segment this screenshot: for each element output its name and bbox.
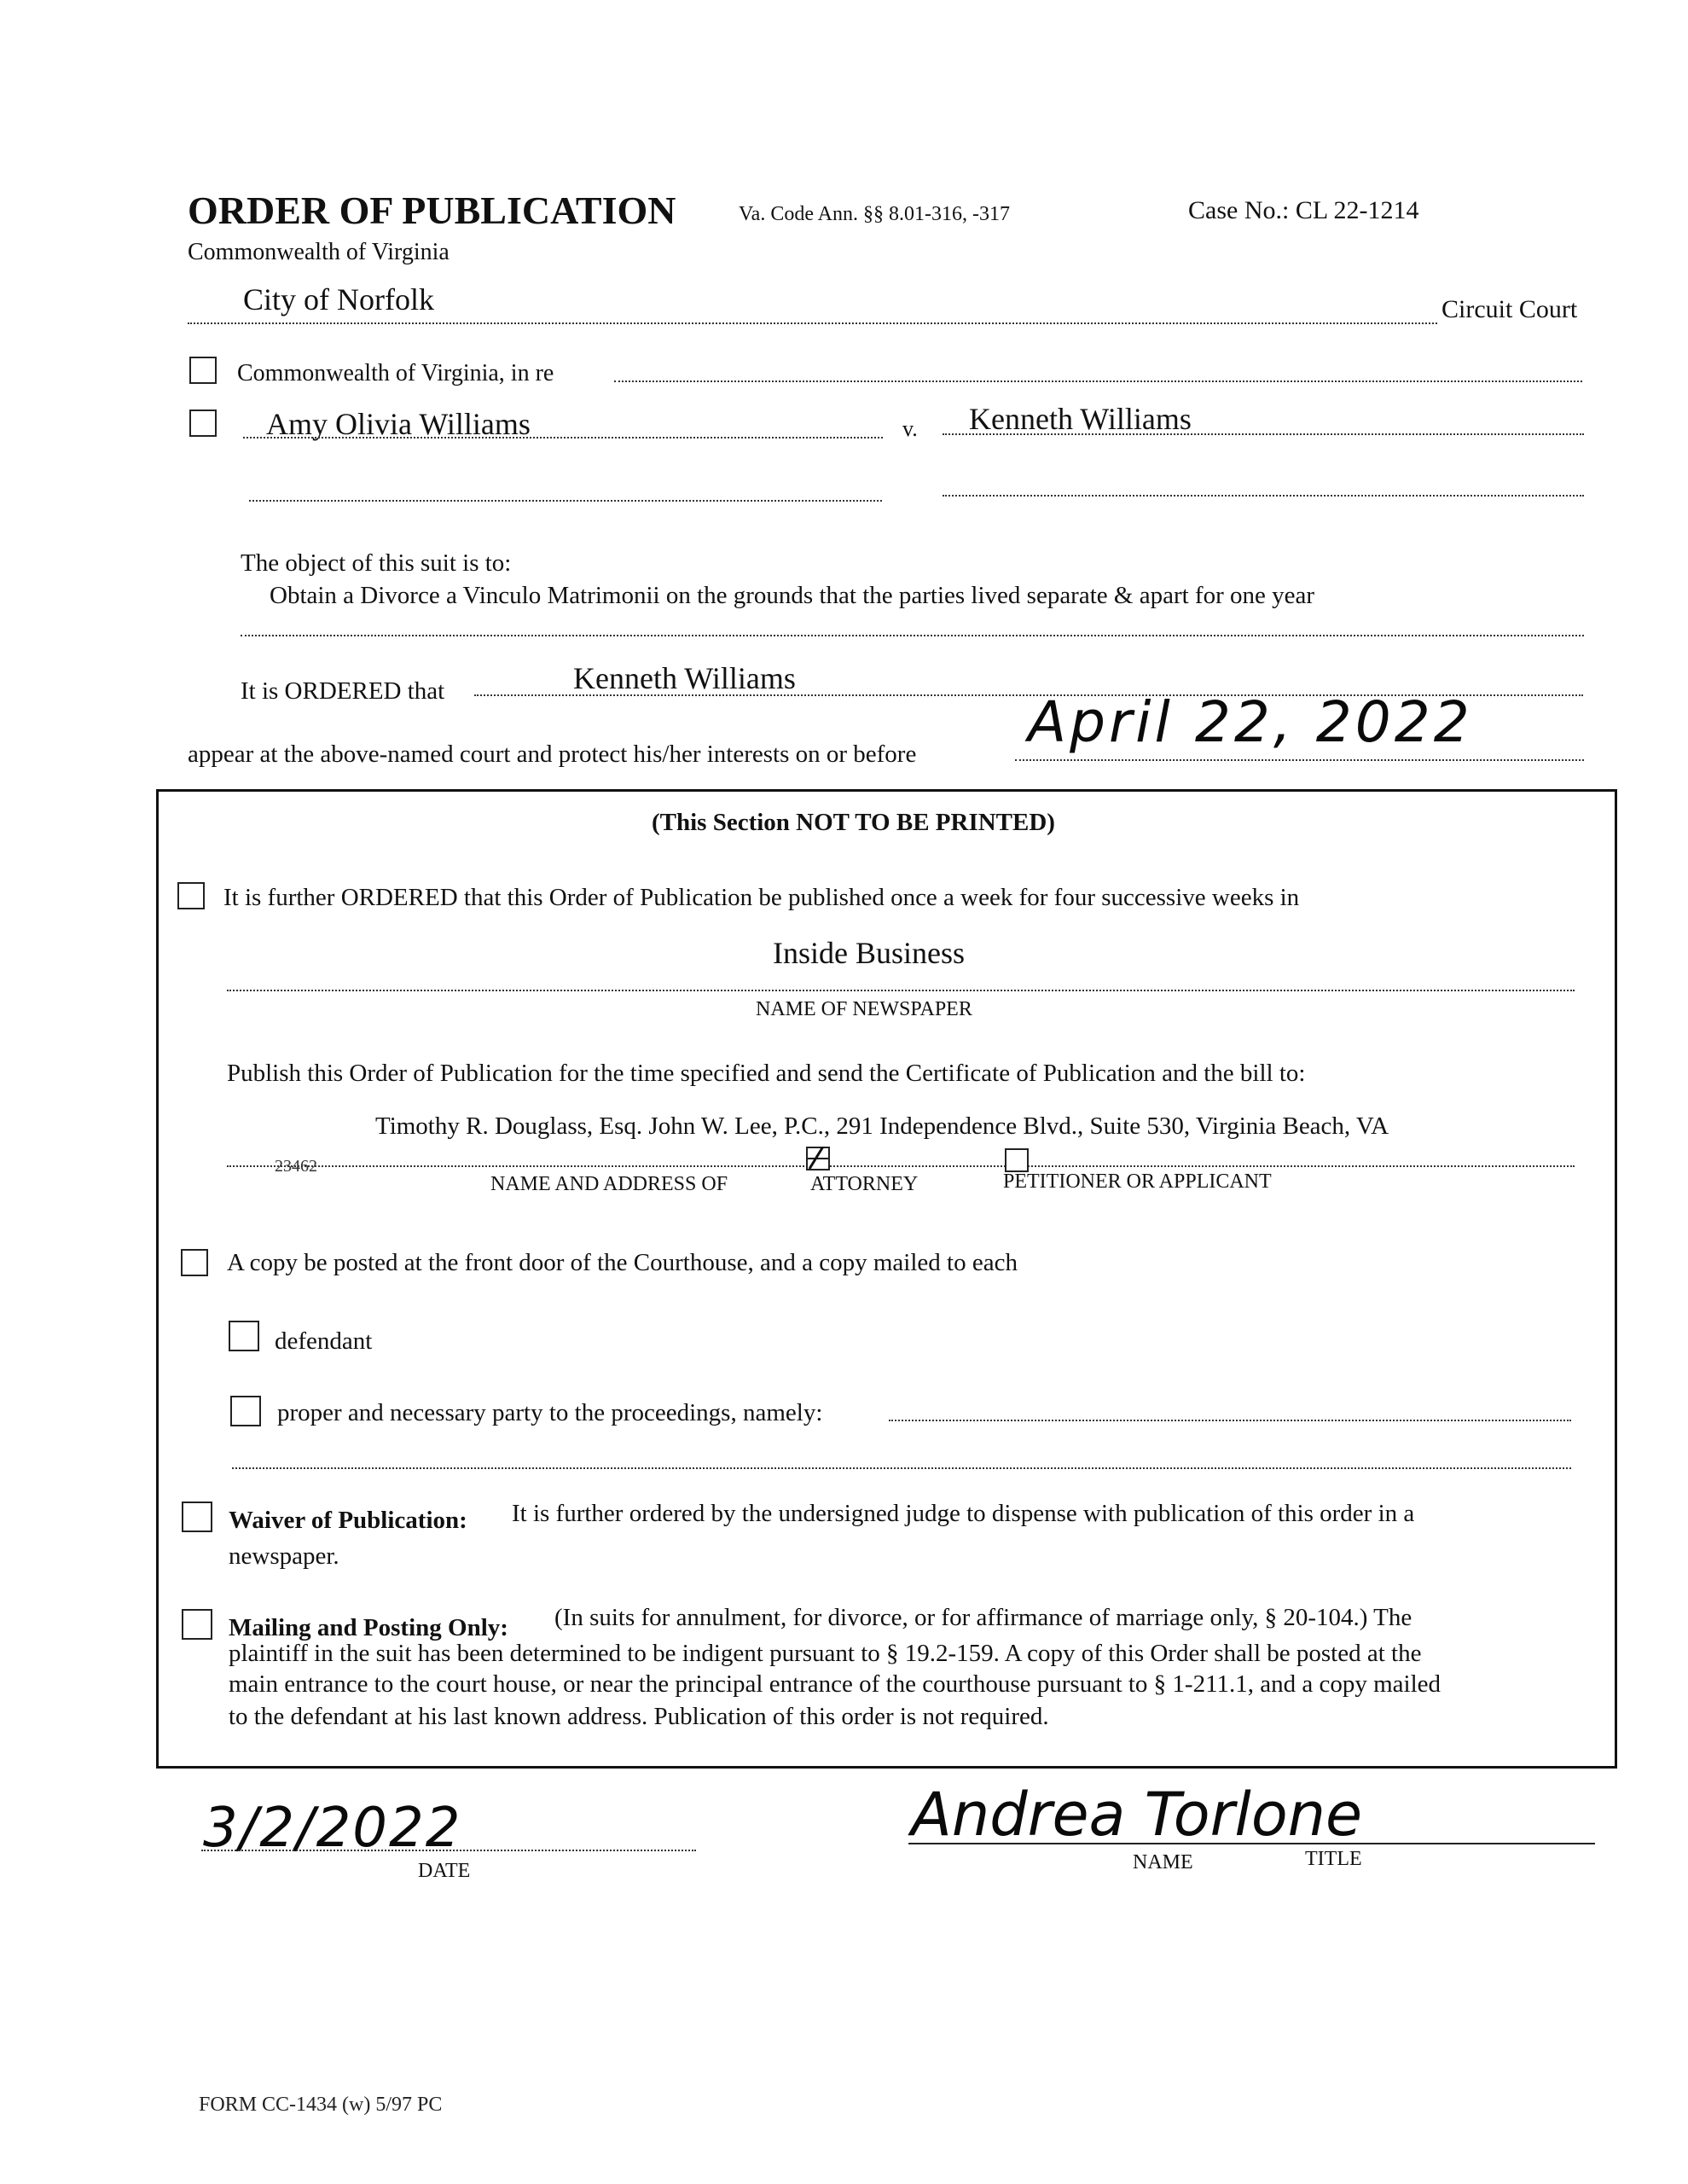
party-line-2 xyxy=(232,1467,1571,1469)
caption-name-address: NAME AND ADDRESS OF xyxy=(490,1173,728,1195)
date-value: 3/2/2022 xyxy=(203,1797,462,1860)
mailing-text-3: main entrance to the court house, or near the principal entrance of the courthouse pursuant to § 1-211.1, and a copy mailed xyxy=(229,1670,1441,1698)
mailing-text-4: to the defendant at his last known address. Publication of this order is not required. xyxy=(229,1703,1049,1730)
posting-text: A copy be posted at the front door of the Courthouse, and a copy mailed to each xyxy=(227,1249,1018,1276)
defendant-line-2 xyxy=(943,495,1584,497)
in-re-line xyxy=(614,380,1582,382)
party-label: proper and necessary party to the proceedings, namely: xyxy=(277,1399,823,1426)
appear-text: appear at the above-named court and protect his/her interests on or before xyxy=(188,741,917,768)
petitioner-checkbox[interactable] xyxy=(1005,1148,1029,1172)
case-number: Case No.: CL 22-1214 xyxy=(1188,196,1419,224)
plaintiff-line xyxy=(243,437,883,439)
form-id: FORM CC-1434 (w) 5/97 PC xyxy=(199,2094,443,2116)
signature: Andrea Torlone xyxy=(911,1780,1363,1850)
document-title: ORDER OF PUBLICATION xyxy=(188,189,676,232)
defendant-label: defendant xyxy=(275,1327,373,1355)
date-caption: DATE xyxy=(418,1860,471,1882)
jurisdiction: Commonwealth of Virginia xyxy=(188,239,450,265)
waiver-text-1: It is further ordered by the undersigned judge to dispense with publication of this order in a xyxy=(512,1500,1415,1527)
attorney-zip: 23462 xyxy=(275,1157,317,1176)
section-heading: (This Section NOT TO BE PRINTED) xyxy=(652,809,1055,836)
newspaper-caption: NAME OF NEWSPAPER xyxy=(756,998,972,1020)
publish-checkbox[interactable] xyxy=(177,882,205,909)
certificate-text: Publish this Order of Publication for the time specified and send the Certificate of Publication and the bill to: xyxy=(227,1060,1306,1087)
caption-attorney: ATTORNEY xyxy=(810,1173,919,1195)
defendant-checkbox[interactable] xyxy=(229,1321,259,1351)
newspaper-line xyxy=(227,990,1575,991)
mailing-title: Mailing and Posting Only: xyxy=(229,1614,508,1641)
in-re-checkbox[interactable] xyxy=(189,357,217,384)
newspaper-name: Inside Business xyxy=(773,936,965,970)
parties-checkbox[interactable] xyxy=(189,410,217,437)
waiver-checkbox[interactable] xyxy=(182,1502,212,1532)
mailing-checkbox[interactable] xyxy=(182,1609,212,1640)
court-locality: City of Norfolk xyxy=(243,282,434,317)
object-text: Obtain a Divorce a Vinculo Matrimonii on the grounds that the parties lived separate & apart for one year xyxy=(270,582,1314,609)
court-locality-line xyxy=(188,322,1437,324)
name-caption: NAME xyxy=(1133,1851,1193,1873)
attorney-line xyxy=(227,1165,1575,1167)
versus-label: v. xyxy=(902,416,918,441)
defendant-name: Kenneth Williams xyxy=(969,402,1192,436)
plaintiff-name: Amy Olivia Williams xyxy=(266,407,531,441)
mailing-text-1: (In suits for annulment, for divorce, or for affirmance of marriage only, § 20-104.) The xyxy=(554,1604,1412,1631)
party-line xyxy=(889,1420,1571,1421)
attorney-address: Timothy R. Douglass, Esq. John W. Lee, P.C., 291 Independence Blvd., Suite 530, Virginia Beach, VA xyxy=(375,1112,1389,1140)
ordered-label: It is ORDERED that xyxy=(241,677,445,705)
court-type: Circuit Court xyxy=(1441,295,1578,323)
publish-text: It is further ORDERED that this Order of Publication be published once a week for four successive weeks in xyxy=(223,884,1300,911)
waiver-title: Waiver of Publication: xyxy=(229,1507,467,1534)
appear-date-line xyxy=(1015,759,1584,761)
in-re-label: Commonwealth of Virginia, in re xyxy=(237,360,554,386)
waiver-text-2: newspaper. xyxy=(229,1542,339,1570)
date-line xyxy=(201,1850,696,1851)
defendant-line xyxy=(943,433,1584,435)
ordered-party: Kenneth Williams xyxy=(573,661,796,695)
object-line xyxy=(241,635,1584,636)
signature-line xyxy=(908,1843,1595,1844)
appear-date: April 22, 2022 xyxy=(1028,689,1473,755)
title-caption: TITLE xyxy=(1305,1848,1362,1870)
object-label: The object of this suit is to: xyxy=(241,549,512,577)
code-reference: Va. Code Ann. §§ 8.01-316, -317 xyxy=(739,203,1010,225)
posting-checkbox[interactable] xyxy=(181,1249,208,1276)
check-mark-icon xyxy=(806,1147,830,1170)
attorney-checkbox-checked[interactable] xyxy=(806,1147,830,1170)
plaintiff-line-2 xyxy=(249,500,882,502)
party-checkbox[interactable] xyxy=(230,1396,261,1426)
mailing-text-2: plaintiff in the suit has been determined to be indigent pursuant to § 19.2-159. A copy of this Order shall be posted at the xyxy=(229,1640,1422,1667)
caption-petitioner: PETITIONER OR APPLICANT xyxy=(1003,1170,1272,1193)
